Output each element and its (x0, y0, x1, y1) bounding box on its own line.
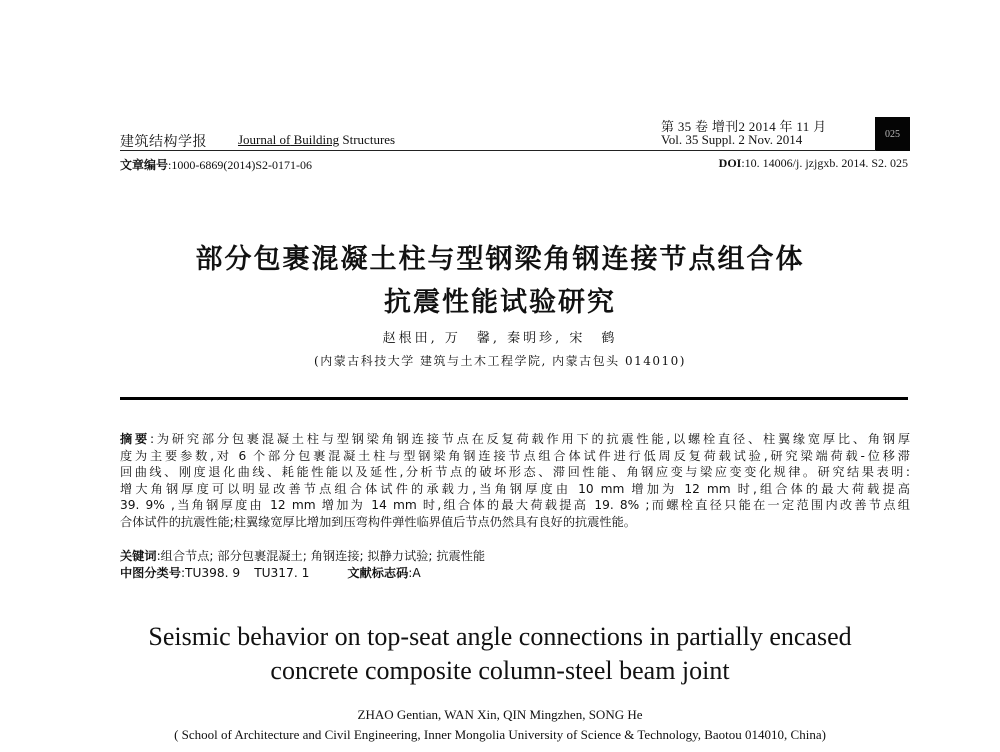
volume-info-cn: 第 35 卷 增刊2 2014 年 11 月 (661, 119, 827, 134)
section-divider (120, 397, 908, 400)
page-number-box: 025 (875, 117, 910, 151)
abstract-line: 合体试件的抗震性能;柱翼缘宽厚比增加到压弯构件弹性临界值后节点仍然具有良好的抗震性能。 (120, 514, 636, 529)
journal-en-journal: Journal (238, 132, 280, 147)
journal-name-en (238, 132, 395, 148)
title-cn-line1: 部分包裹混凝土柱与型钢梁角钢连接节点组合体 (195, 244, 805, 275)
abstract-line: 回曲线、刚度退化曲线、耗能性能以及延性,分析节点的破坏形态、滞回性能、角钢应变与梁应变变化规律。研究结果表明: (120, 465, 910, 480)
authors-en: ZHAO Gentian, WAN Xin, QIN Mingzhen, SONG He (357, 707, 643, 722)
affiliation-en: ( School of Architecture and Civil Engineering, Inner Mongolia University of Science & Technology, Baotou 014010, China) (174, 727, 826, 742)
header-rule (120, 150, 876, 151)
abstract-line: 度为主要参数,对 6 个部分包裹混凝土柱与型钢梁角钢连接节点组合体试件进行低周反复荷载试验,研究梁端荷载-位移滞 (120, 448, 910, 463)
keywords (120, 547, 485, 564)
abstract-line: 增大角钢厚度可以明显改善节点组合体试件的承载力,当角钢厚度由 10 mm 增加为 12 mm 时,组合体的最大荷载提高 (120, 481, 910, 496)
clc-value-2: TU317. 1 (254, 566, 310, 580)
abstract-line: 39. 9% ,当角钢厚度由 12 mm 增加为 14 mm 时,组合体的最大荷载提高 19. 8% ;而螺栓直径只能在一定范围内改善节点组 (120, 498, 910, 513)
keywords-label: 关键词 (120, 549, 157, 563)
title-en-line1: Seismic behavior on top-seat angle connections in partially encased (148, 622, 852, 651)
authors-cn: 赵根田, 万 馨, 秦明珍, 宋 鹤 (382, 331, 618, 346)
title-en-line2: concrete composite column-steel beam joint (270, 656, 730, 685)
article-number-value: :1000-6869(2014)S2-0171-06 (168, 158, 313, 172)
clc-label: 中图分类号 (120, 566, 181, 580)
journal-name-cn: 建筑结构学报 (120, 134, 207, 150)
journal-en-building: Building (290, 132, 340, 147)
doc-code-value: :A (408, 566, 421, 580)
article-number (120, 156, 312, 173)
doi-value: :10. 14006/j. jzjgxb. 2014. S2. 025 (741, 156, 908, 170)
title-cn-line2: 抗震性能试验研究 (384, 287, 616, 318)
journal-en-of: of (279, 132, 291, 147)
doc-code-label: 文献标志码 (347, 566, 409, 580)
keywords-value: :组合节点; 部分包裹混凝土; 角钢连接; 拟静力试验; 抗震性能 (156, 549, 486, 563)
clc-value-1: :TU398. 9 (180, 566, 241, 580)
journal-en-structures: Structures (339, 132, 396, 147)
abstract (120, 431, 910, 531)
abstract-text: :为研究部分包裹混凝土柱与型钢梁角钢连接节点在反复荷载作用下的抗震性能,以螺栓直径、柱翼缘宽厚比、角钢厚 (149, 432, 910, 446)
article-number-label: 文章编号 (120, 158, 169, 172)
volume-info-en: Vol. 35 Suppl. 2 Nov. 2014 (661, 132, 803, 147)
doi (719, 156, 908, 171)
classification (120, 564, 421, 581)
doi-label: DOI (718, 156, 742, 170)
affiliation-cn: (内蒙古科技大学 建筑与土木工程学院, 内蒙古包头 014010) (314, 354, 686, 368)
abstract-label: 摘要 (120, 432, 150, 446)
abstract-line (120, 431, 910, 448)
